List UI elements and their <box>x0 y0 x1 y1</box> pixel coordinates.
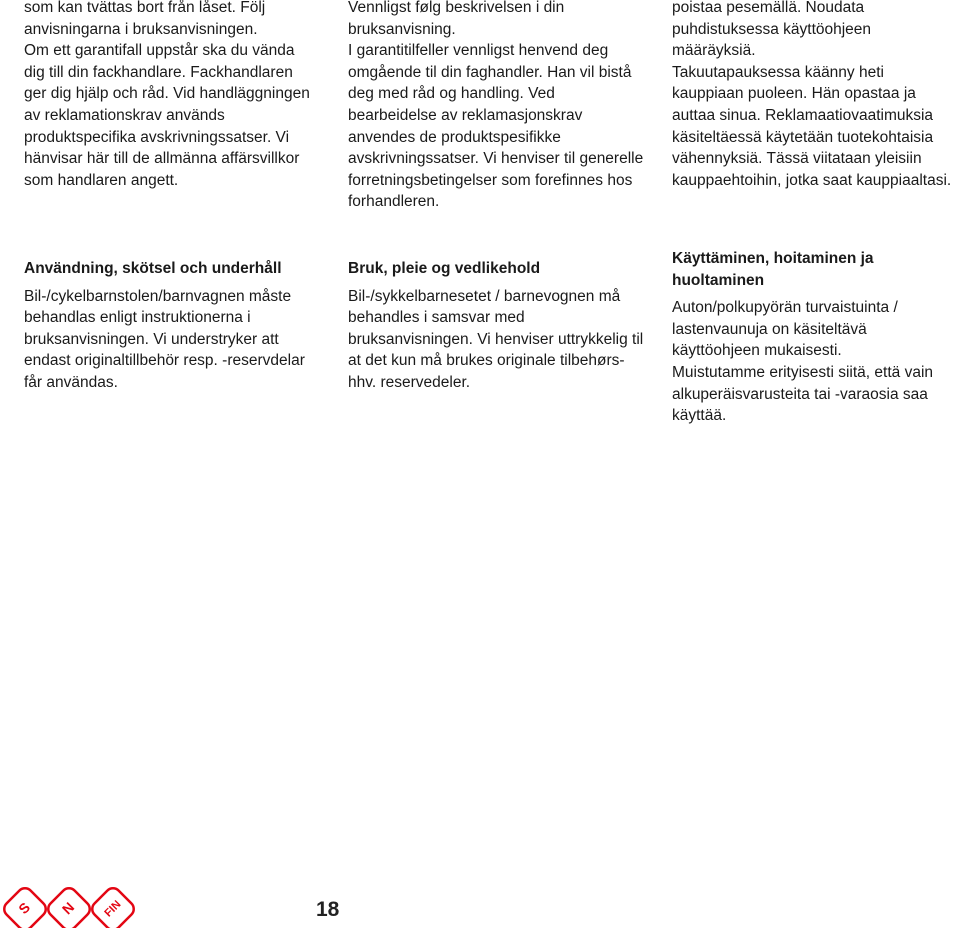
norwegian-column-top <box>348 0 644 213</box>
finnish-intro-paragraph: poistaa pesemällä. Noudata puhdistuksessa käyttöohjeen määräyksiä. <box>672 0 872 60</box>
finnish-warranty-paragraph: Takuutapauksessa käänny heti kauppiaan puoleen. Hän opastaa ja auttaa sinua. Reklamaatiovaatimuksia käsiteltäessä käytetään tuotekohtaisia vähennyksiä. Tässä viitataan yleisiin kauppaehtoihin, jotka saat kauppiaaltasi. <box>672 63 952 189</box>
norwegian-usage-heading: Bruk, pleie og vedlikehold <box>348 260 541 277</box>
language-tab-n-label: N <box>58 898 78 918</box>
swedish-usage-heading: Användning, skötsel och underhåll <box>24 260 282 277</box>
norwegian-intro-paragraph: Vennligst følg beskrivelsen i din bruksanvisning. <box>348 0 565 38</box>
language-tab-fin <box>89 885 137 928</box>
language-tab-n <box>45 885 93 928</box>
swedish-warranty-paragraph: Om ett garantifall uppstår ska du vända dig till din fackhandlare. Fackhandlaren ger dig hjälp och råd. Vid handläggningen av reklamationskrav används produktspecifika avskrivningssatser. Vi hänvisar här till de allmänna affärsvillkor som handlaren angett. <box>24 42 310 189</box>
page-number: 18 <box>316 898 340 921</box>
finnish-usage-section <box>672 248 958 427</box>
language-tab-s-label: S <box>15 899 34 918</box>
swedish-usage-section <box>24 258 314 394</box>
finnish-usage-heading: Käyttäminen, hoitaminen ja huoltaminen <box>672 250 874 289</box>
swedish-column-top <box>24 0 314 191</box>
finnish-usage-paragraph-1: Auton/polkupyörän turvaistuinta / lastenvaunuja on käsiteltävä käyttöohjeen mukaisesti. <box>672 299 898 360</box>
swedish-intro-paragraph: som kan tvättas bort från låset. Följ anvisningarna i bruksanvisningen. <box>24 0 266 38</box>
language-tab-fin-label: FIN <box>102 898 124 920</box>
language-tab-s <box>1 885 49 928</box>
language-tabs <box>0 878 140 928</box>
swedish-usage-paragraph: Bil-/cykelbarnstolen/barnvagnen måste behandlas enligt instruktionerna i bruksanvisningen. Vi understryker att endast originaltillbehör resp. -reservdelar får användas. <box>24 287 305 391</box>
finnish-column-top <box>672 0 958 191</box>
norwegian-warranty-paragraph: I garantitilfeller vennligst henvend deg omgående til din faghandler. Han vil bistå deg med råd og handling. Ved bearbeidelse av reklamasjonskrav anvendes de produktspesifikke avskrivningssatser. Vi henviser til generelle forretningsbetingelser som forefinnes hos forhandleren. <box>348 42 644 211</box>
finnish-usage-paragraph-2: Muistutamme erityisesti siitä, että vain alkuperäisvarusteita tai -varaosia saa käyttää. <box>672 363 934 425</box>
norwegian-usage-section <box>348 258 644 394</box>
norwegian-usage-paragraph: Bil-/sykkelbarnesetet / barnevognen må behandles i samsvar med bruksanvisningen. Vi henviser uttrykkelig til at det kun må brukes originale tilbehørs- hhv. reservedeler. <box>348 287 644 391</box>
